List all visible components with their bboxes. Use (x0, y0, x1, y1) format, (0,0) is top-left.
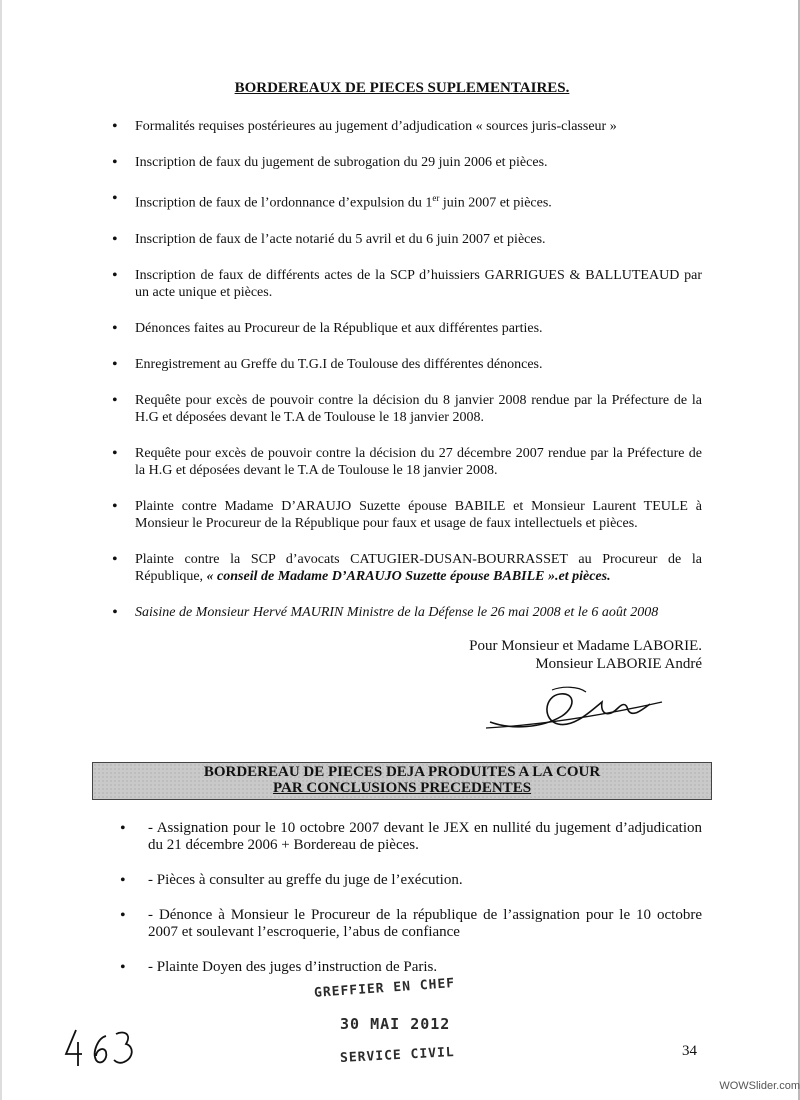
item-text-part: Inscription de faux de l’ordonnance d’expulsion du 1 (135, 195, 433, 211)
handwritten-page-number (62, 1022, 142, 1072)
handwritten-signature (482, 680, 672, 740)
section2-title-line-2 (182, 780, 622, 796)
court-stamp-line-1: GREFFIER EN CHEF (313, 976, 456, 1001)
item-emphasis: « conseil de Madame D’ARAUJO Suzette épouse BABILE ».et pièces. (203, 568, 611, 584)
list-item: • Inscription de faux du jugement de subrogation du 29 juin 2006 et pièces. (112, 154, 702, 171)
list-item (112, 551, 702, 585)
list-item: • Dénonces faites au Procureur de la République et aux différentes parties. (112, 320, 702, 337)
section2-title-line-1: BORDEREAU DE PIECES DEJA PRODUITES A LA COUR (203, 764, 601, 780)
page-number: 34 (682, 1043, 697, 1059)
list-item: • - Assignation pour le 10 octobre 2007 devant le JEX en nullité du jugement d’adjudication du 21 décembre 2006 + Bordereau de pièces. (120, 820, 702, 854)
list-item: • Requête pour excès de pouvoir contre la décision du 8 janvier 2008 rendue par la Préfecture de la H.G et déposées devant le T.A de Toulouse le 18 janvier 2008. (112, 392, 702, 426)
list-item: • Enregistrement au Greffe du T.G.I de Toulouse des différentes dénonces. (112, 356, 702, 373)
court-stamp-line-3: SERVICE CIVIL (339, 1045, 456, 1066)
list-item: • Formalités requises postérieures au jugement d’adjudication « sources juris-classeur » (112, 118, 702, 135)
superscript: er (432, 193, 440, 203)
section2-title (182, 764, 622, 796)
list-item: • - Plainte Doyen des juges d’instruction de Paris. (120, 959, 702, 976)
document-title: BORDEREAUX DE PIECES SUPLEMENTAIRES. (234, 80, 570, 96)
signature-line-1: Pour Monsieur et Madame LABORIE. (469, 638, 702, 654)
list-item (112, 190, 702, 212)
list-item: • Inscription de faux de l’acte notarié du 5 avril et du 6 juin 2007 et pièces. (112, 231, 702, 248)
signature-block (402, 637, 702, 673)
previous-documents-list (120, 820, 702, 976)
list-item: • - Pièces à consulter au greffe du juge de l’exécution. (120, 872, 702, 889)
list-item: • Inscription de faux de différents actes de la SCP d’huissiers GARRIGUES & BALLUTEAUD par un acte unique et pièces. (112, 267, 702, 301)
list-item: • Plainte contre Madame D’ARAUJO Suzette épouse BABILE et Monsieur Laurent TEULE à Monsieur le Procureur de la République pour faux et usage de faux intellectuels et pièces. (112, 498, 702, 532)
list-item: • - Dénonce à Monsieur le Procureur de la république de l’assignation pour le 10 octobre 2007 et soulevant l’escroquerie, l’abus de confiance (120, 907, 702, 941)
court-stamp-date: 30 MAI 2012 (340, 1015, 451, 1033)
additional-documents-list (112, 118, 702, 621)
section2-title-line-2-text: PAR CONCLUSIONS PRECEDENTES (272, 780, 532, 796)
item-text-part: Plainte contre la SCP d’avocats CATUGIER-DUSAN-BOURRASSET au Procureur de la République, (135, 551, 702, 584)
list-item: • Requête pour excès de pouvoir contre la décision du 27 décembre 2007 rendue par la Préfecture de la H.G et déposées devant le T.A de Toulouse le 18 janvier 2008. (112, 445, 702, 479)
item-text-part: juin 2007 et pièces. (439, 195, 552, 211)
signature-line-2: Monsieur LABORIE André (535, 656, 702, 672)
list-item: • Saisine de Monsieur Hervé MAURIN Ministre de la Défense le 26 mai 2008 et le 6 août 2008 (112, 604, 702, 621)
watermark: WOWSlider.com (719, 1080, 800, 1092)
